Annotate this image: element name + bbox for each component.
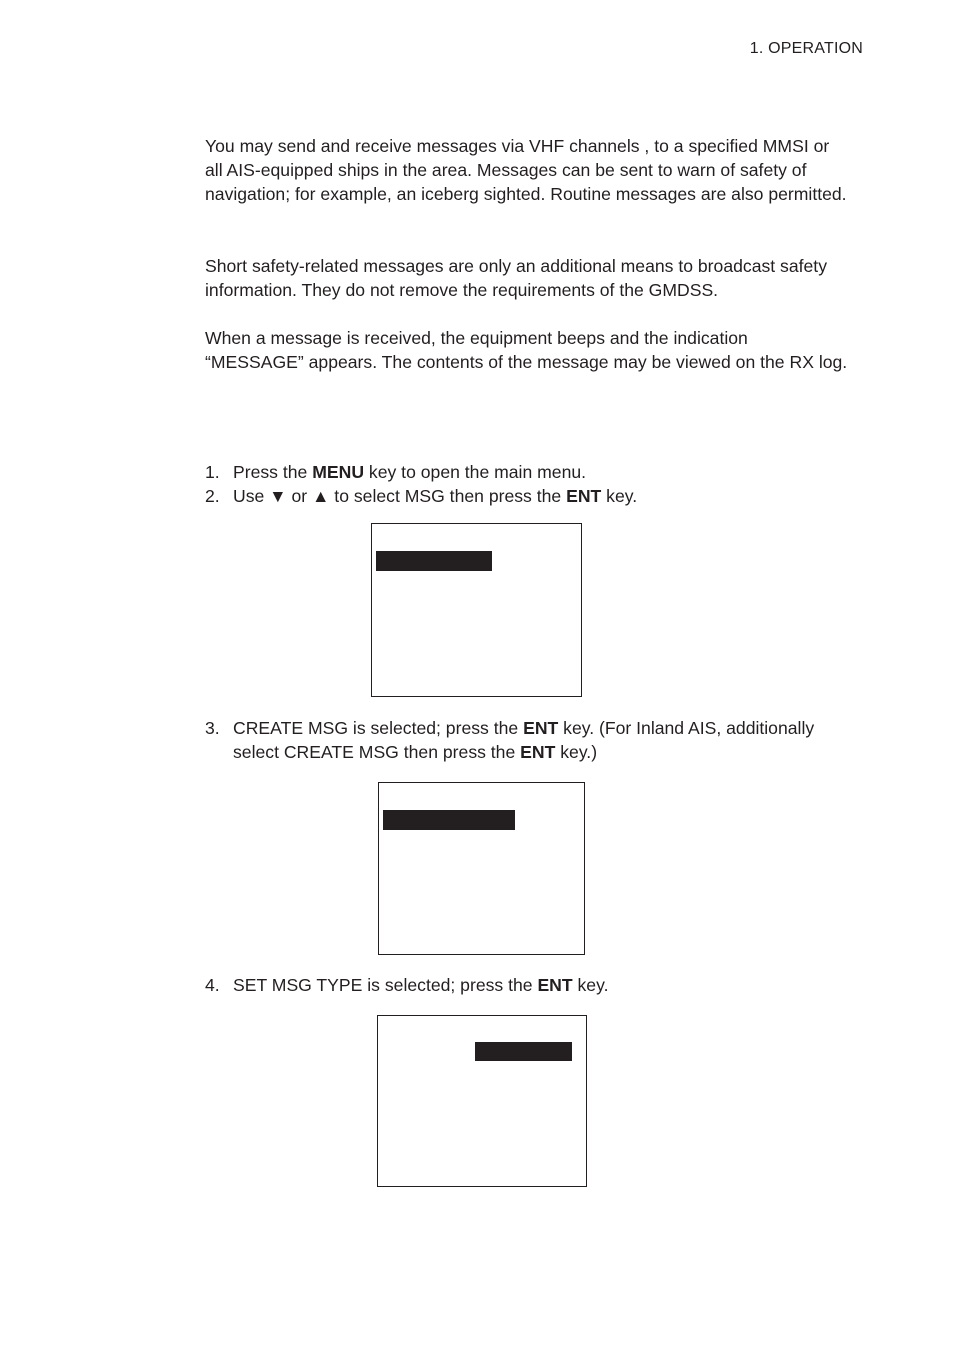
- page-header: 1. OPERATION: [749, 40, 863, 57]
- selection-highlight: [376, 551, 492, 571]
- key-name: ENT: [537, 975, 573, 995]
- receive-paragraph: When a message is received, the equipment beeps and the indication “MESSAGE” appears. The contents of the message may be viewed on the RX log.: [205, 328, 848, 372]
- selection-highlight: [383, 810, 515, 830]
- create-msg-screen: [377, 1015, 587, 1187]
- step-number: 2.: [205, 486, 220, 506]
- key-name: ENT: [523, 718, 559, 738]
- key-name: ENT: [520, 742, 556, 762]
- main-menu-screen: [371, 523, 582, 697]
- intro-paragraph: You may send and receive messages via VHF channels , to a specified MMSI or all AIS-equipped ships in the area. Messages can be sent to warn of safety of navigation; for example, an iceberg sighted. Routine messages are also permitted.: [205, 136, 847, 204]
- step-number: 3.: [205, 718, 220, 738]
- selection-highlight: [475, 1042, 572, 1061]
- step-number: 4.: [205, 975, 220, 995]
- key-name: ENT: [566, 486, 602, 506]
- step-text: Press the MENU key to open the main menu.: [233, 462, 587, 482]
- step-text: Use ▼ or ▲ to select MSG then press the ENT key.: [233, 486, 638, 506]
- step-text: SET MSG TYPE is selected; press the ENT key.: [233, 975, 609, 995]
- step-number: 1.: [205, 462, 220, 482]
- key-name: MENU: [312, 462, 365, 482]
- step-text: CREATE MSG is selected; press the ENT key. (For Inland AIS, additionally select CREATE MSG then press the ENT key.): [233, 718, 815, 762]
- safety-paragraph: Short safety-related messages are only an additional means to broadcast safety information. They do not remove the requirements of the GMDSS.: [205, 256, 827, 300]
- msg-menu-screen: [378, 782, 585, 955]
